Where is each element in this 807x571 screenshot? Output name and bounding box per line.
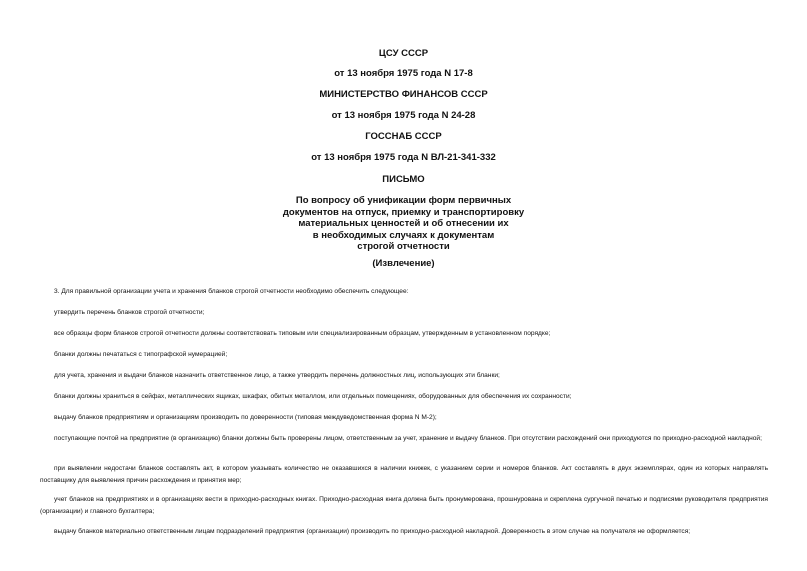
body-paragraph: все образцы форм бланков строгой отчетности должны соответствовать типовым или специализированным образцам, утвержденным в установленном порядке;: [54, 330, 551, 337]
document-title: [0, 195, 807, 253]
body-paragraph: выдачу бланков предприятиям и организациям производить по доверенности (типовая междуведомственная форма N М-2);: [54, 414, 437, 421]
title-line: в необходимых случаях к документам: [312, 229, 495, 241]
issuer-minfin: МИНИСТЕРСТВО ФИНАНСОВ СССР: [319, 89, 488, 100]
body-paragraph: для учета, хранения и выдачи бланков назначить ответственное лицо, а также утвердить перечень должностных лиц, использующих эти бланки;: [54, 372, 500, 379]
body-paragraph: при выявлении недостачи бланков составлять акт, в котором указывать количество не оказавшихся в наличии книжек, с указанием серии и номеров бланков. Акт составлять в двух экземплярах, один из которых направлять поставщику для выявления причин расхождения и принятия мер;: [40, 465, 768, 484]
body-paragraph: выдачу бланков материально ответственным лицам подразделений предприятия (организации) производить по приходно-расходной накладной. Доверенность в этом случае на получателя не оформляется;: [54, 528, 691, 535]
issuer-cso: ЦСУ СССР: [378, 48, 429, 59]
title-line: По вопросу об унификации форм первичных: [295, 195, 512, 206]
body-paragraph: поступающие почтой на предприятие (в организацию) бланки должны быть проверены лицом, ответственным за учет, хранение и выдачу бланков. При отсутствии расхождений они приходуются по приходно-расходной накладной;: [54, 435, 762, 442]
issuer-cso-date: от 13 ноября 1975 года N 17-8: [334, 68, 473, 79]
body-paragraph: бланки должны печататься с типографской нумерацией;: [54, 351, 228, 358]
issuer-gossnab: ГОССНАБ СССР: [365, 131, 442, 142]
body-paragraph: 3. Для правильной организации учета и хранения бланков строгой отчетности необходимо обеспечить следующее:: [54, 288, 409, 295]
issuer-gossnab-date: от 13 ноября 1975 года N ВЛ-21-341-332: [311, 152, 496, 163]
body-paragraph: бланки должны храниться в сейфах, металлических ящиках, шкафах, обитых металлом, или отдельных помещениях, оборудованных для обеспечения их сохранности;: [54, 393, 572, 400]
extract-note: (Извлечение): [372, 258, 435, 269]
issuer-minfin-date: от 13 ноября 1975 года N 24-28: [331, 110, 476, 121]
title-line: строгой отчетности: [357, 241, 450, 252]
title-line: документов на отпуск, приемку и транспортировку: [282, 206, 525, 218]
body-paragraph: учет бланков на предприятиях и в организациях вести в приходно-расходных книгах. Приходно-расходная книга должна быть пронумерована, прошнурована и скреплена сургучной печатью и подписями руководителя предприятия (организации) и главного бухгалтера;: [40, 496, 768, 515]
title-line: материальных ценностей и об отнесении их: [298, 218, 509, 229]
body-paragraph: утвердить перечень бланков строгой отчетности;: [54, 309, 205, 316]
document-type: ПИСЬМО: [382, 174, 425, 185]
